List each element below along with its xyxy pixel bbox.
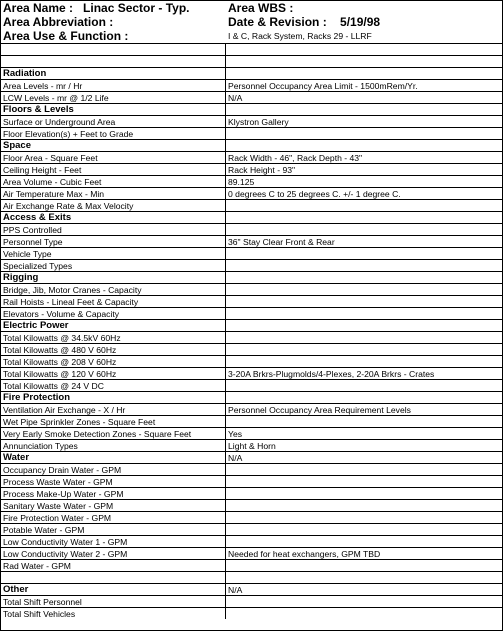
row-label: Annunciation Types (1, 440, 226, 451)
table-row (1, 367, 502, 379)
row-value (226, 284, 502, 295)
row-label: Specialized Types (1, 260, 226, 271)
row-label: Bridge, Jib, Motor Cranes - Capacity (1, 284, 226, 295)
table-row (1, 607, 502, 619)
row-value (226, 272, 502, 283)
table-row (1, 79, 502, 91)
table-row (1, 223, 502, 235)
area-use-label: Area Use & Function : (3, 29, 129, 43)
row-label: Very Early Smoke Detection Zones - Square Feet (1, 428, 226, 439)
section-heading: Rigging (1, 272, 226, 283)
section-heading: Floors & Levels (1, 104, 226, 115)
table-row (1, 499, 502, 511)
table-row (1, 415, 502, 427)
row-label: Rad Water - GPM (1, 560, 226, 571)
section-row (1, 319, 502, 331)
table-row (1, 283, 502, 295)
row-label: Low Conductivity Water 1 - GPM (1, 536, 226, 547)
section-row (1, 271, 502, 283)
row-value (226, 344, 502, 355)
row-value: Rack Width - 46", Rack Depth - 43" (228, 153, 363, 163)
table-row (1, 295, 502, 307)
date-revision-label: Date & Revision : 5/19/98 (228, 15, 381, 29)
row-label: Process Make-Up Water - GPM (1, 488, 226, 499)
row-value (226, 380, 502, 391)
row-label: Air Temperature Max - Min (1, 188, 226, 199)
row-label: Total Kilowatts @ 120 V 60Hz (1, 368, 226, 379)
row-label: Elevators - Volume & Capacity (1, 308, 226, 319)
row-label: Total Kilowatts @ 34.5kV 60Hz (1, 332, 226, 343)
section-heading: Electric Power (1, 320, 226, 331)
row-label: Total Shift Vehicles (1, 608, 226, 619)
row-label: Floor Area - Square Feet (1, 152, 226, 163)
table-row (1, 259, 502, 271)
area-abbreviation-label: Area Abbreviation : (3, 15, 114, 29)
row-value (226, 536, 502, 547)
row-value (226, 104, 502, 115)
row-label: Rail Hoists - Lineal Feet & Capacity (1, 296, 226, 307)
table-row (1, 331, 502, 343)
row-label: Total Kilowatts @ 208 V 60Hz (1, 356, 226, 367)
area-name-label: Area Name : Linac Sector - Typ. (3, 1, 190, 15)
table-row (1, 55, 502, 67)
row-label: Occupancy Drain Water - GPM (1, 464, 226, 475)
row-label: Surface or Underground Area (1, 116, 226, 127)
row-label: Vehicle Type (1, 248, 226, 259)
table-row (1, 523, 502, 535)
section-heading: Water (1, 452, 226, 463)
row-value (226, 140, 502, 151)
row-value (226, 308, 502, 319)
row-value (226, 212, 502, 223)
row-value (226, 44, 502, 55)
row-value (226, 224, 502, 235)
row-label: Area Levels - mr / Hr (1, 80, 226, 91)
row-value (226, 524, 502, 535)
table-row (1, 379, 502, 391)
row-value: 3-20A Brkrs-Plugmolds/4-Plexes, 2-20A Brkrs - Crates (228, 369, 435, 379)
table-row (1, 127, 502, 139)
section-heading: Fire Protection (1, 392, 226, 403)
header-row-2 (1, 15, 502, 29)
row-label: Total Shift Personnel (1, 596, 226, 607)
row-value: 0 degrees C to 25 degrees C. +/- 1 degree C. (228, 189, 401, 199)
section-row (1, 103, 502, 115)
row-value (226, 248, 502, 259)
row-value (226, 464, 502, 475)
section-heading: Space (1, 140, 226, 151)
row-value: Yes (228, 429, 243, 439)
table-row (1, 547, 502, 559)
table-row (1, 487, 502, 499)
section-heading: Access & Exits (1, 212, 226, 223)
row-value (226, 56, 502, 67)
row-value (226, 512, 502, 523)
row-value (226, 320, 502, 331)
table-row (1, 463, 502, 475)
table-row (1, 343, 502, 355)
row-value: 36" Stay Clear Front & Rear (228, 237, 335, 247)
row-value (226, 416, 502, 427)
table-row (1, 475, 502, 487)
table-row (1, 187, 502, 199)
row-label: Ceiling Height - Feet (1, 164, 226, 175)
row-value (226, 356, 502, 367)
row-label: Total Kilowatts @ 480 V 60Hz (1, 344, 226, 355)
table-row (1, 151, 502, 163)
row-label: Floor Elevation(s) + Feet to Grade (1, 128, 226, 139)
row-value (226, 128, 502, 139)
table-row (1, 535, 502, 547)
row-value (226, 476, 502, 487)
header-row-1 (1, 1, 502, 15)
row-value: 89.125 (228, 177, 255, 187)
row-label: Ventilation Air Exchange - X / Hr (1, 404, 226, 415)
row-value: Personnel Occupancy Area Limit - 1500mRem/Yr. (228, 81, 418, 91)
table-row (1, 91, 502, 103)
row-label: Area Volume - Cubic Feet (1, 176, 226, 187)
area-use-value: I & C, Rack System, Racks 29 - LLRF (228, 31, 372, 41)
table-row (1, 439, 502, 451)
row-value (226, 392, 502, 403)
row-value: N/A (228, 453, 243, 463)
row-label: Potable Water - GPM (1, 524, 226, 535)
row-label (1, 56, 226, 67)
section-heading: Radiation (1, 68, 226, 79)
area-wbs-label: Area WBS : (228, 1, 294, 15)
table-row (1, 559, 502, 571)
row-value (226, 296, 502, 307)
spec-table (1, 43, 502, 619)
header-row-3 (1, 29, 502, 43)
table-row (1, 595, 502, 607)
table-row (1, 511, 502, 523)
row-label (1, 44, 226, 55)
table-row (1, 115, 502, 127)
section-row (1, 451, 502, 463)
table-row (1, 427, 502, 439)
section-row (1, 391, 502, 403)
row-label: Fire Protection Water - GPM (1, 512, 226, 523)
row-value: Light & Horn (228, 441, 276, 451)
row-label: LCW Levels - mr @ 1/2 Life (1, 92, 226, 103)
row-label (1, 572, 226, 583)
row-value (226, 560, 502, 571)
row-label: Low Conductivity Water 2 - GPM (1, 548, 226, 559)
table-row (1, 163, 502, 175)
row-label: Personnel Type (1, 236, 226, 247)
row-value: N/A (228, 93, 243, 103)
table-row (1, 355, 502, 367)
row-label: Total Kilowatts @ 24 V DC (1, 380, 226, 391)
row-value (226, 332, 502, 343)
row-value (226, 608, 502, 619)
row-value (226, 260, 502, 271)
row-value: Personnel Occupancy Area Requirement Levels (228, 405, 411, 415)
row-value: N/A (228, 585, 243, 595)
row-value: Needed for heat exchangers, GPM TBD (228, 549, 381, 559)
row-label: Air Exchange Rate & Max Velocity (1, 200, 226, 211)
row-value (226, 596, 502, 607)
table-row (1, 235, 502, 247)
table-row (1, 307, 502, 319)
row-label: Wet Pipe Sprinkler Zones - Square Feet (1, 416, 226, 427)
section-row (1, 583, 502, 595)
row-label: PPS Controlled (1, 224, 226, 235)
row-value (226, 500, 502, 511)
row-value (226, 200, 502, 211)
section-heading: Other (1, 584, 226, 595)
section-row (1, 139, 502, 151)
row-label: Sanitary Waste Water - GPM (1, 500, 226, 511)
row-value (226, 572, 502, 583)
table-row (1, 175, 502, 187)
row-value: Rack Height - 93" (228, 165, 296, 175)
table-row (1, 199, 502, 211)
row-value (226, 68, 502, 79)
section-row (1, 211, 502, 223)
table-row (1, 43, 502, 55)
row-value (226, 488, 502, 499)
table-row (1, 571, 502, 583)
table-row (1, 403, 502, 415)
section-row (1, 67, 502, 79)
row-value: Klystron Gallery (228, 117, 289, 127)
table-row (1, 247, 502, 259)
row-label: Process Waste Water - GPM (1, 476, 226, 487)
